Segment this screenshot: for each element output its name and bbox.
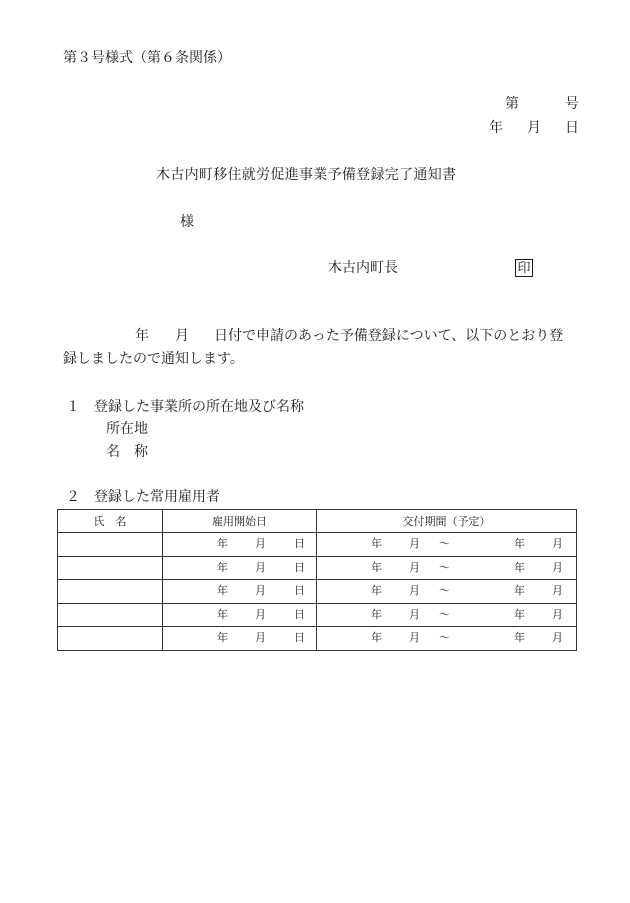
period-to-month: 月 — [552, 537, 563, 551]
employee-name-cell[interactable] — [58, 533, 163, 557]
header-name: 氏 名 — [58, 510, 163, 533]
start-day: 日 — [294, 584, 305, 598]
employee-name-cell[interactable] — [58, 556, 163, 580]
table-row — [58, 580, 577, 604]
start-date-cell[interactable] — [163, 627, 317, 651]
start-year: 年 — [217, 584, 228, 598]
period-cell[interactable] — [317, 603, 577, 627]
header-start-date: 雇用開始日 — [163, 510, 317, 533]
employee-table — [57, 509, 577, 651]
period-from-year: 年 — [371, 631, 382, 645]
period-to-month: 月 — [552, 584, 563, 598]
start-date-cell[interactable] — [163, 580, 317, 604]
employee-name-cell[interactable] — [58, 603, 163, 627]
body-rest: 日付で申請のあった予備登録について、以下のとおり登 — [214, 328, 564, 344]
section1-heading: １ 登録した事業所の所在地及び名称 — [66, 399, 304, 415]
period-cell[interactable] — [317, 627, 577, 651]
number-suffix: 号 — [565, 96, 579, 112]
period-to-year: 年 — [514, 584, 525, 598]
period-from-month: 月 — [409, 560, 420, 574]
period-tilde: ～ — [439, 584, 450, 598]
period-to-year: 年 — [514, 560, 525, 574]
period-from-month: 月 — [409, 584, 420, 598]
period-from-year: 年 — [371, 584, 382, 598]
section1-address-label: 所在地 — [106, 421, 148, 437]
period-from-month: 月 — [409, 631, 420, 645]
period-from-month: 月 — [409, 537, 420, 551]
issue-date-line — [489, 121, 579, 135]
section2-heading: ２ 登録した常用雇用者 — [66, 489, 220, 505]
date-day: 日 — [565, 120, 579, 136]
document-title: 木古内町移住就労促進事業予備登録完了通知書 — [156, 167, 457, 183]
start-year: 年 — [217, 607, 228, 621]
body-paragraph-line1 — [63, 329, 579, 343]
start-month: 月 — [255, 560, 266, 574]
body-year: 年 — [135, 328, 149, 344]
document-number-line — [505, 97, 579, 111]
period-to-year: 年 — [514, 607, 525, 621]
start-date-cell[interactable] — [163, 603, 317, 627]
start-date-cell[interactable] — [163, 533, 317, 557]
period-to-month: 月 — [552, 607, 563, 621]
period-cell[interactable] — [317, 533, 577, 557]
period-to-month: 月 — [552, 631, 563, 645]
table-row — [58, 627, 577, 651]
start-day: 日 — [294, 560, 305, 574]
period-to-month: 月 — [552, 560, 563, 574]
form-number-label: 第３号様式（第６条関係） — [63, 50, 231, 66]
period-from-year: 年 — [371, 537, 382, 551]
sender-name: 木古内町長 — [328, 260, 398, 276]
start-month: 月 — [255, 584, 266, 598]
start-day: 日 — [294, 537, 305, 551]
start-month: 月 — [255, 537, 266, 551]
period-from-year: 年 — [371, 607, 382, 621]
start-year: 年 — [217, 537, 228, 551]
period-tilde: ～ — [439, 607, 450, 621]
employee-name-cell[interactable] — [58, 580, 163, 604]
employee-name-cell[interactable] — [58, 627, 163, 651]
table-header-row — [58, 510, 577, 533]
date-month: 月 — [527, 120, 541, 136]
period-cell[interactable] — [317, 556, 577, 580]
period-tilde: ～ — [439, 537, 450, 551]
addressee-line: 様 — [180, 214, 194, 230]
seal-mark: 印 — [515, 259, 533, 277]
start-year: 年 — [217, 631, 228, 645]
table-row — [58, 603, 577, 627]
period-tilde: ～ — [439, 631, 450, 645]
period-from-month: 月 — [409, 607, 420, 621]
date-year: 年 — [489, 120, 503, 136]
header-period: 交付期間（予定） — [317, 510, 577, 533]
start-day: 日 — [294, 607, 305, 621]
period-to-year: 年 — [514, 537, 525, 551]
number-prefix: 第 — [505, 96, 519, 112]
start-year: 年 — [217, 560, 228, 574]
start-day: 日 — [294, 631, 305, 645]
start-month: 月 — [255, 607, 266, 621]
period-to-year: 年 — [514, 631, 525, 645]
body-month: 月 — [175, 328, 189, 344]
start-date-cell[interactable] — [163, 556, 317, 580]
period-from-year: 年 — [371, 560, 382, 574]
period-cell[interactable] — [317, 580, 577, 604]
body-paragraph-line2: 録しましたので通知します。 — [63, 351, 244, 367]
section1-name-label: 名称 — [106, 444, 162, 460]
period-tilde: ～ — [439, 560, 450, 574]
start-month: 月 — [255, 631, 266, 645]
table-row — [58, 533, 577, 557]
table-row — [58, 556, 577, 580]
